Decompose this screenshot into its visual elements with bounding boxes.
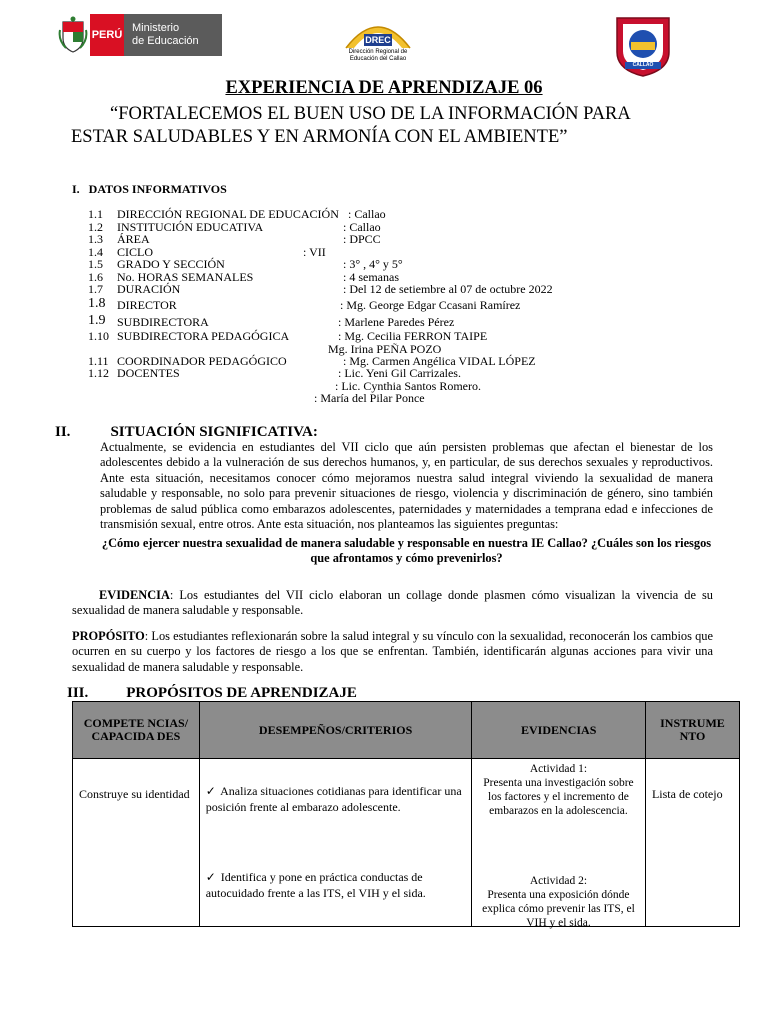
section-title: PROPÓSITOS DE APRENDIZAJE bbox=[126, 685, 357, 701]
item-value: : Lic. Cynthia Santos Romero. bbox=[335, 379, 481, 393]
criterion-item bbox=[206, 783, 466, 815]
item-value: : Marlene Paredes Pérez bbox=[338, 315, 455, 329]
instrument-cell: Lista de cotejo bbox=[645, 759, 739, 927]
item-number: 1.8 bbox=[88, 296, 106, 311]
item-value: : VII bbox=[303, 245, 326, 259]
item-label: DURACIÓN bbox=[117, 282, 181, 296]
item-number: 1.5 bbox=[88, 257, 103, 271]
item-value: : María del Pilar Ponce bbox=[314, 391, 425, 405]
activity-item bbox=[476, 762, 640, 818]
item-label: DIRECTOR bbox=[117, 298, 177, 312]
section-number: II. bbox=[55, 424, 71, 440]
peru-label: PERÚ bbox=[90, 14, 124, 56]
checkmark-icon: ✓ bbox=[205, 784, 216, 798]
document-title: EXPERIENCIA DE APRENDIZAJE 06 bbox=[225, 78, 543, 98]
item-number: 1.2 bbox=[88, 220, 103, 234]
item-value: : Mg. George Edgar Ccasani Ramírez bbox=[340, 298, 521, 312]
item-label: SUBDIRECTORA bbox=[117, 315, 209, 329]
item-value: : Mg. Cecilia FERRON TAIPE bbox=[338, 329, 488, 343]
section-number: III. bbox=[67, 685, 89, 701]
item-value: : Callao bbox=[343, 220, 381, 234]
item-value: : 3° , 4° y 5° bbox=[343, 257, 403, 271]
item-label: GRADO Y SECCIÓN bbox=[117, 257, 225, 271]
item-number: 1.7 bbox=[88, 282, 103, 296]
criterion-item bbox=[206, 869, 466, 901]
ministry-label: Ministerio de Educación bbox=[124, 14, 222, 56]
item-number: 1.9 bbox=[88, 313, 106, 328]
header-evidencias: EVIDENCIAS bbox=[472, 702, 646, 759]
item-label: CICLO bbox=[117, 245, 153, 259]
item-number: 1.6 bbox=[88, 270, 103, 284]
purpose-paragraph bbox=[72, 629, 713, 675]
item-label: INSTITUCIÓN EDUCATIVA bbox=[117, 220, 264, 234]
table-row bbox=[73, 759, 740, 927]
activity-title: Actividad 1: bbox=[529, 763, 588, 775]
activity-item bbox=[476, 874, 640, 930]
section-situacion-heading bbox=[55, 424, 318, 441]
situacion-paragraph: Actualmente, se evidencia en estudiantes del VII ciclo que aún persisten problemas que afectan el bienestar de los adolescentes debido a la vulneración de sus derechos humanos, y, en particular, de sus derechos sexuales y reproductivos. Ante esta situación, necesitamos conocer cómo mejoramos nuestra salud integral viviendo la sexualidad de manera saludable y responsable, no solo para prevenir situaciones de riesgo, violencia y discriminación de género, sino también problemas de salud pública como embarazos adolescentes, paternidades y maternidades a temprana edad e infecciones de transmisión sexual, entre otros. Ante esta situación, nos planteamos las siguientes preguntas: bbox=[100, 440, 713, 532]
section-propositos-heading bbox=[67, 685, 357, 702]
item-number: 1.3 bbox=[88, 232, 103, 246]
purpose-label: PROPÓSITO bbox=[72, 629, 145, 643]
item-label: No. HORAS SEMANALES bbox=[117, 270, 254, 284]
item-number: 1.12 bbox=[88, 366, 109, 380]
competency-cell: Construye su identidad bbox=[73, 759, 200, 927]
activity-title: Actividad 2: bbox=[529, 875, 588, 887]
header-competencias: COMPETE NCIAS/ CAPACIDA DES bbox=[73, 702, 200, 759]
item-value: : Callao bbox=[348, 207, 386, 221]
item-label: DIRECCIÓN REGIONAL DE EDUCACIÓN bbox=[117, 207, 339, 221]
activity-text: Presenta una exposición dónde explica cómo prevenir las ITS, el VIH y el sida. bbox=[482, 889, 635, 929]
item-value: : Lic. Yeni Gil Carrizales. bbox=[338, 366, 461, 380]
guiding-question: ¿Cómo ejercer nuestra sexualidad de manera saludable y responsable en nuestra IE Callao? ¿Cuáles son los riesgos que afrontamos y cómo prevenirlos? bbox=[101, 536, 712, 566]
item-value: Mg. Irina PEÑA POZO bbox=[328, 342, 442, 356]
item-number: 1.4 bbox=[88, 245, 103, 259]
header-instrumento: INSTRUME NTO bbox=[645, 702, 739, 759]
table-header-row bbox=[73, 702, 740, 759]
header-desempenos: DESEMPEÑOS/CRITERIOS bbox=[199, 702, 472, 759]
item-value: : Del 12 de setiembre al 07 de octubre 2022 bbox=[343, 282, 553, 296]
item-label: ÁREA bbox=[117, 232, 150, 246]
document-subtitle-line1: “FORTALECEMOS EL BUEN USO DE LA INFORMACIÓN PARA bbox=[110, 104, 631, 124]
activity-text: Presenta una investigación sobre los factores y el incremento de embarazos en la adolescencia. bbox=[483, 777, 634, 817]
evidence-label: EVIDENCIA bbox=[99, 588, 170, 602]
evidence-paragraph bbox=[72, 588, 713, 619]
section-datos-heading: I. DATOS INFORMATIVOS bbox=[72, 182, 227, 196]
item-value: : 4 semanas bbox=[343, 270, 399, 284]
item-value: : DPCC bbox=[343, 232, 381, 246]
item-label: COORDINADOR PEDAGÓGICO bbox=[117, 354, 287, 368]
purpose-text: : Los estudiantes reflexionarán sobre la salud integral y su vínculo con la sexualidad, reconocerán los cambios que ocurren en su cuerpo y los factores de riesgo a los que se enfrentan. También, identificarán algunas acciones para vivir una sexualidad de manera saludable y responsable. bbox=[72, 629, 713, 674]
item-number: 1.11 bbox=[88, 354, 109, 368]
section-title: SITUACIÓN SIGNIFICATIVA: bbox=[110, 424, 318, 440]
item-label: SUBDIRECTORA PEDAGÓGICA bbox=[117, 329, 290, 343]
checkmark-icon: ✓ bbox=[205, 870, 216, 884]
document-subtitle-line2: ESTAR SALUDABLES Y EN ARMONÍA CON EL AMBIENTE” bbox=[71, 127, 568, 147]
item-value: : Mg. Carmen Angélica VIDAL LÓPEZ bbox=[343, 354, 536, 368]
item-label: DOCENTES bbox=[117, 366, 180, 380]
callao-label: CALLAO bbox=[632, 62, 654, 68]
item-number: 1.10 bbox=[88, 329, 109, 343]
evidence-cell bbox=[472, 759, 646, 927]
drec-name: Dirección Regional de Educación del Callao bbox=[348, 49, 408, 62]
learning-purposes-table bbox=[72, 701, 740, 927]
criterion-text: Analiza situaciones cotidianas para identificar una posición frente al embarazo adolescente. bbox=[205, 784, 462, 814]
criteria-cell bbox=[199, 759, 472, 927]
evidence-text: : Los estudiantes del VII ciclo elaboran un collage donde plasmen cómo visualizan la vivencia de su sexualidad de manera saludable y responsable. bbox=[72, 588, 713, 618]
item-number: 1.1 bbox=[88, 207, 103, 221]
drec-acronym: DREC bbox=[365, 35, 391, 45]
criterion-text: Identifica y pone en práctica conductas de autocuidado frente a las ITS, el VIH y el sida. bbox=[205, 870, 426, 900]
